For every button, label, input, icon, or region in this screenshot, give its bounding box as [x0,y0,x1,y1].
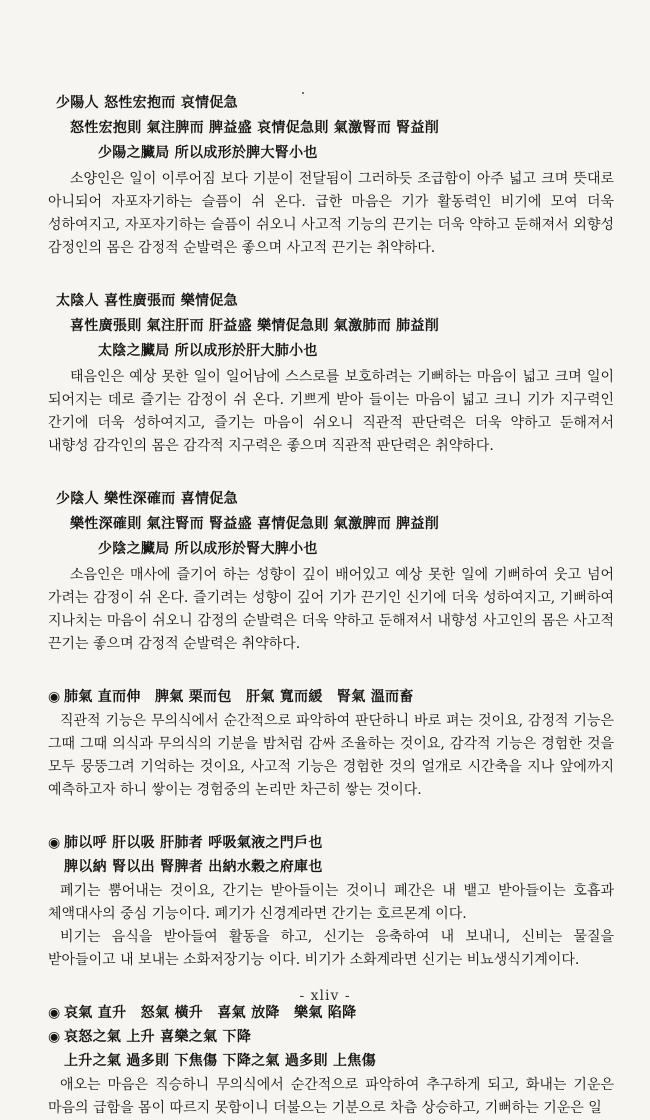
bullet-paragraph: 직관적 기능은 무의식에서 순간적으로 파악하여 판단하니 바로 펴는 것이요, 감정적 기능은 그때 그때 의식과 무의식의 기분을 밤처럼 감싸 조율하는 것이요, 감각적 기능은 경험한 것을 모두 뭉뚱그려 기억하는 것이요, 사고적 기능은 경험한 것의 얼개로 시간축을 지나 앞에까지 예측하고자 하니 쌓이는 경험중의 논리만 차근히 쌓는 것이다. [48,713,614,798]
bullet-heading [48,1002,614,1022]
bullet-heading [48,1026,614,1046]
section-subheading-2: 少陽之臟局 所以成形於脾大腎小也 [98,145,318,161]
section-paragraph: 소양인은 일이 이루어짐 보다 기분이 전달됨이 그러하듯 조급함이 아주 넓고 크며 뜻대로 아니되어 자포자기하는 슬픔이 쉬 온다. 급한 마음은 기가 활동력인 비기에 모여 더욱 성하여지고, 자포자기하는 슬픔이 쉬오니 사고적 기능의 끈기는 더욱 약하고 둔해져서 외향성 감정인의 몸은 감정적 순발력은 좋으며 사고적 끈기는 취약하다. [48,171,614,256]
section-subheading-2: 太陰之臟局 所以成形於肝大肺小也 [98,343,318,359]
page-number: - xliv - [299,988,351,1004]
bullet-icon: ◉ [48,1005,61,1021]
bullet-paragraph-2: 비기는 음식을 받아들여 활동을 하고, 신기는 응축하여 내 보내니, 신비는 물질을 받아들이고 내 보내는 소화저장기능 이다. 비기가 소화계라면 신기는 비뇨생식기계이다. [48,929,614,968]
section-subheading: 樂性深確則 氣注腎而 腎益盛 喜情促急則 氣激脾而 脾益削 [70,516,440,532]
bullet-text: 肺以呼 肝以吸 肝肺者 呼吸氣液之門戶也 [64,835,323,851]
section-subheading: 喜性廣張則 氣注肝而 肝益盛 樂情促急則 氣激肺而 肺益削 [70,318,440,334]
section-heading: 太陰人 喜性廣張而 樂情促急 [56,293,238,309]
bullet-heading [48,686,614,706]
bullet-text: 哀氣 直升 怒氣 橫升 喜氣 放降 樂氣 陷降 [64,1005,357,1021]
section-heading: 少陽人 怒性宏抱而 哀情促急 [56,95,238,111]
section-subheading-2: 少陰之臟局 所以成形於腎大脾小也 [98,541,318,557]
page-content [48,92,614,1120]
bullet-section-organ-qi [48,686,614,802]
bullet-icon: ◉ [48,1029,61,1045]
bullet-text: 哀怒之氣 上升 喜樂之氣 下降 [64,1029,252,1045]
bullet-section-emotion-qi [48,1002,614,1120]
bullet-section-respiration [48,832,614,972]
section-subheading: 怒性宏抱則 氣注脾而 脾益盛 哀情促急則 氣激腎而 腎益削 [70,120,440,136]
bullet-icon: ◉ [48,835,61,851]
section-taeeum [48,290,614,458]
bullet-paragraph-1: 폐기는 뿜어내는 것이요, 간기는 받아들이는 것이니 폐간은 내 뱉고 받아들이는 호흡과 체액대사의 중심 기능이다. 폐기가 신경계라면 간기는 호르몬계 이다. [48,883,614,922]
bullet-paragraph: 애오는 마음은 직승하니 무의식에서 순간적으로 파악하여 추구하게 되고, 화내는 기운은 마음의 급함을 몸이 따르지 못함이니 더불으는 기분으로 차츰 상승하고, 기뻐하는 기운은 일 [48,1077,614,1116]
bullet-icon: ◉ [48,689,61,705]
bullet-text: 肺氣 直而伸 脾氣 栗而包 肝氣 寬而緩 腎氣 溫而畜 [64,689,414,705]
bullet-heading [48,832,614,852]
section-soyang [48,92,614,260]
section-paragraph: 태음인은 예상 못한 일이 일어남에 스스로를 보호하려는 기뻐하는 마음이 넓고 크며 일이 되어지는 데로 즐기는 감정이 쉬 온다. 기쁘게 받아 들이는 마음이 넓고 크니 기가 지구력인 간기에 더욱 성하여지고, 즐기는 마음이 쉬오니 직관적 판단력은 더욱 약하고 둔해져서 내향성 감각인의 몸은 감각적 지구력은 좋으며 직관적 판단력은 취약하다. [48,369,614,454]
section-soeum [48,488,614,656]
bullet-subheading: 上升之氣 過多則 下焦傷 下降之氣 過多則 上焦傷 [64,1053,376,1069]
section-paragraph: 소음인은 매사에 즐기어 하는 성향이 깊이 배어있고 예상 못한 일에 기뻐하여 웃고 넘어 가려는 감정이 쉬 온다. 즐기려는 성향이 깊어 기가 끈기인 신기에 더욱 성하여지고, 기뻐하여 지나치는 마음이 쉬오니 감정의 순발력은 더욱 약하고 둔해져서 내향성 사고인의 몸은 사고적 끈기는 좋으며 감정적 순발력은 취약하다. [48,567,614,652]
bullet-subheading: 脾以納 腎以出 腎脾者 出納水穀之府庫也 [64,859,323,875]
section-heading: 少陰人 樂性深確而 喜情促急 [56,491,238,507]
